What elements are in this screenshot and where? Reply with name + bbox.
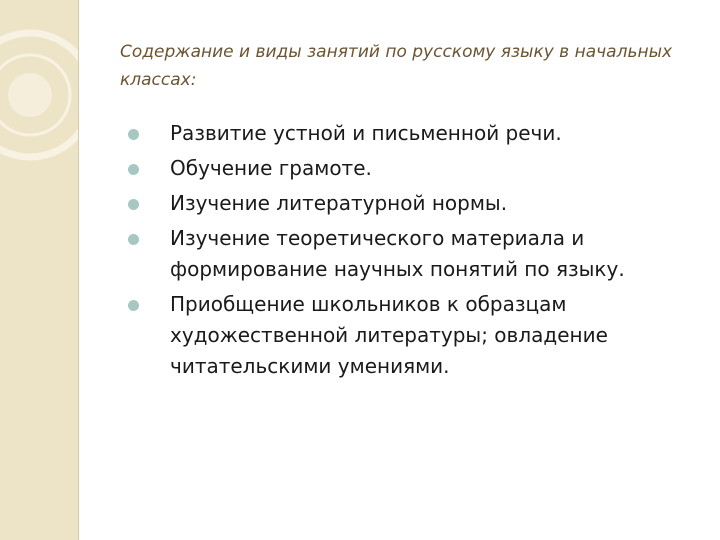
- list-item: [128, 153, 698, 184]
- slide-title: Содержание и виды занятий по русскому языку в начальных классах:: [120, 42, 673, 90]
- bullet-text: Развитие устной и письменной речи.: [170, 121, 562, 145]
- list-item: [128, 289, 698, 382]
- bullet-text: Изучение литературной нормы.: [170, 191, 508, 215]
- bullet-dot-icon: [128, 129, 139, 140]
- bullet-list: [128, 118, 698, 386]
- list-item: [128, 223, 698, 285]
- bullet-text: Изучение теоретического материала и формирование научных понятий по языку.: [170, 226, 625, 281]
- decorative-side-panel: [0, 0, 78, 540]
- bullet-text: Приобщение школьников к образцам художественной литературы; овладение читательскими умениями.: [170, 292, 608, 378]
- bullet-text: Обучение грамоте.: [170, 156, 372, 180]
- bullet-dot-icon: [128, 164, 139, 175]
- bullet-dot-icon: [128, 234, 139, 245]
- decorative-circles-graphic: [0, 0, 78, 540]
- list-item: [128, 118, 698, 149]
- bullet-dot-icon: [128, 300, 139, 311]
- list-item: [128, 188, 698, 219]
- bullet-dot-icon: [128, 199, 139, 210]
- side-divider: [78, 0, 79, 540]
